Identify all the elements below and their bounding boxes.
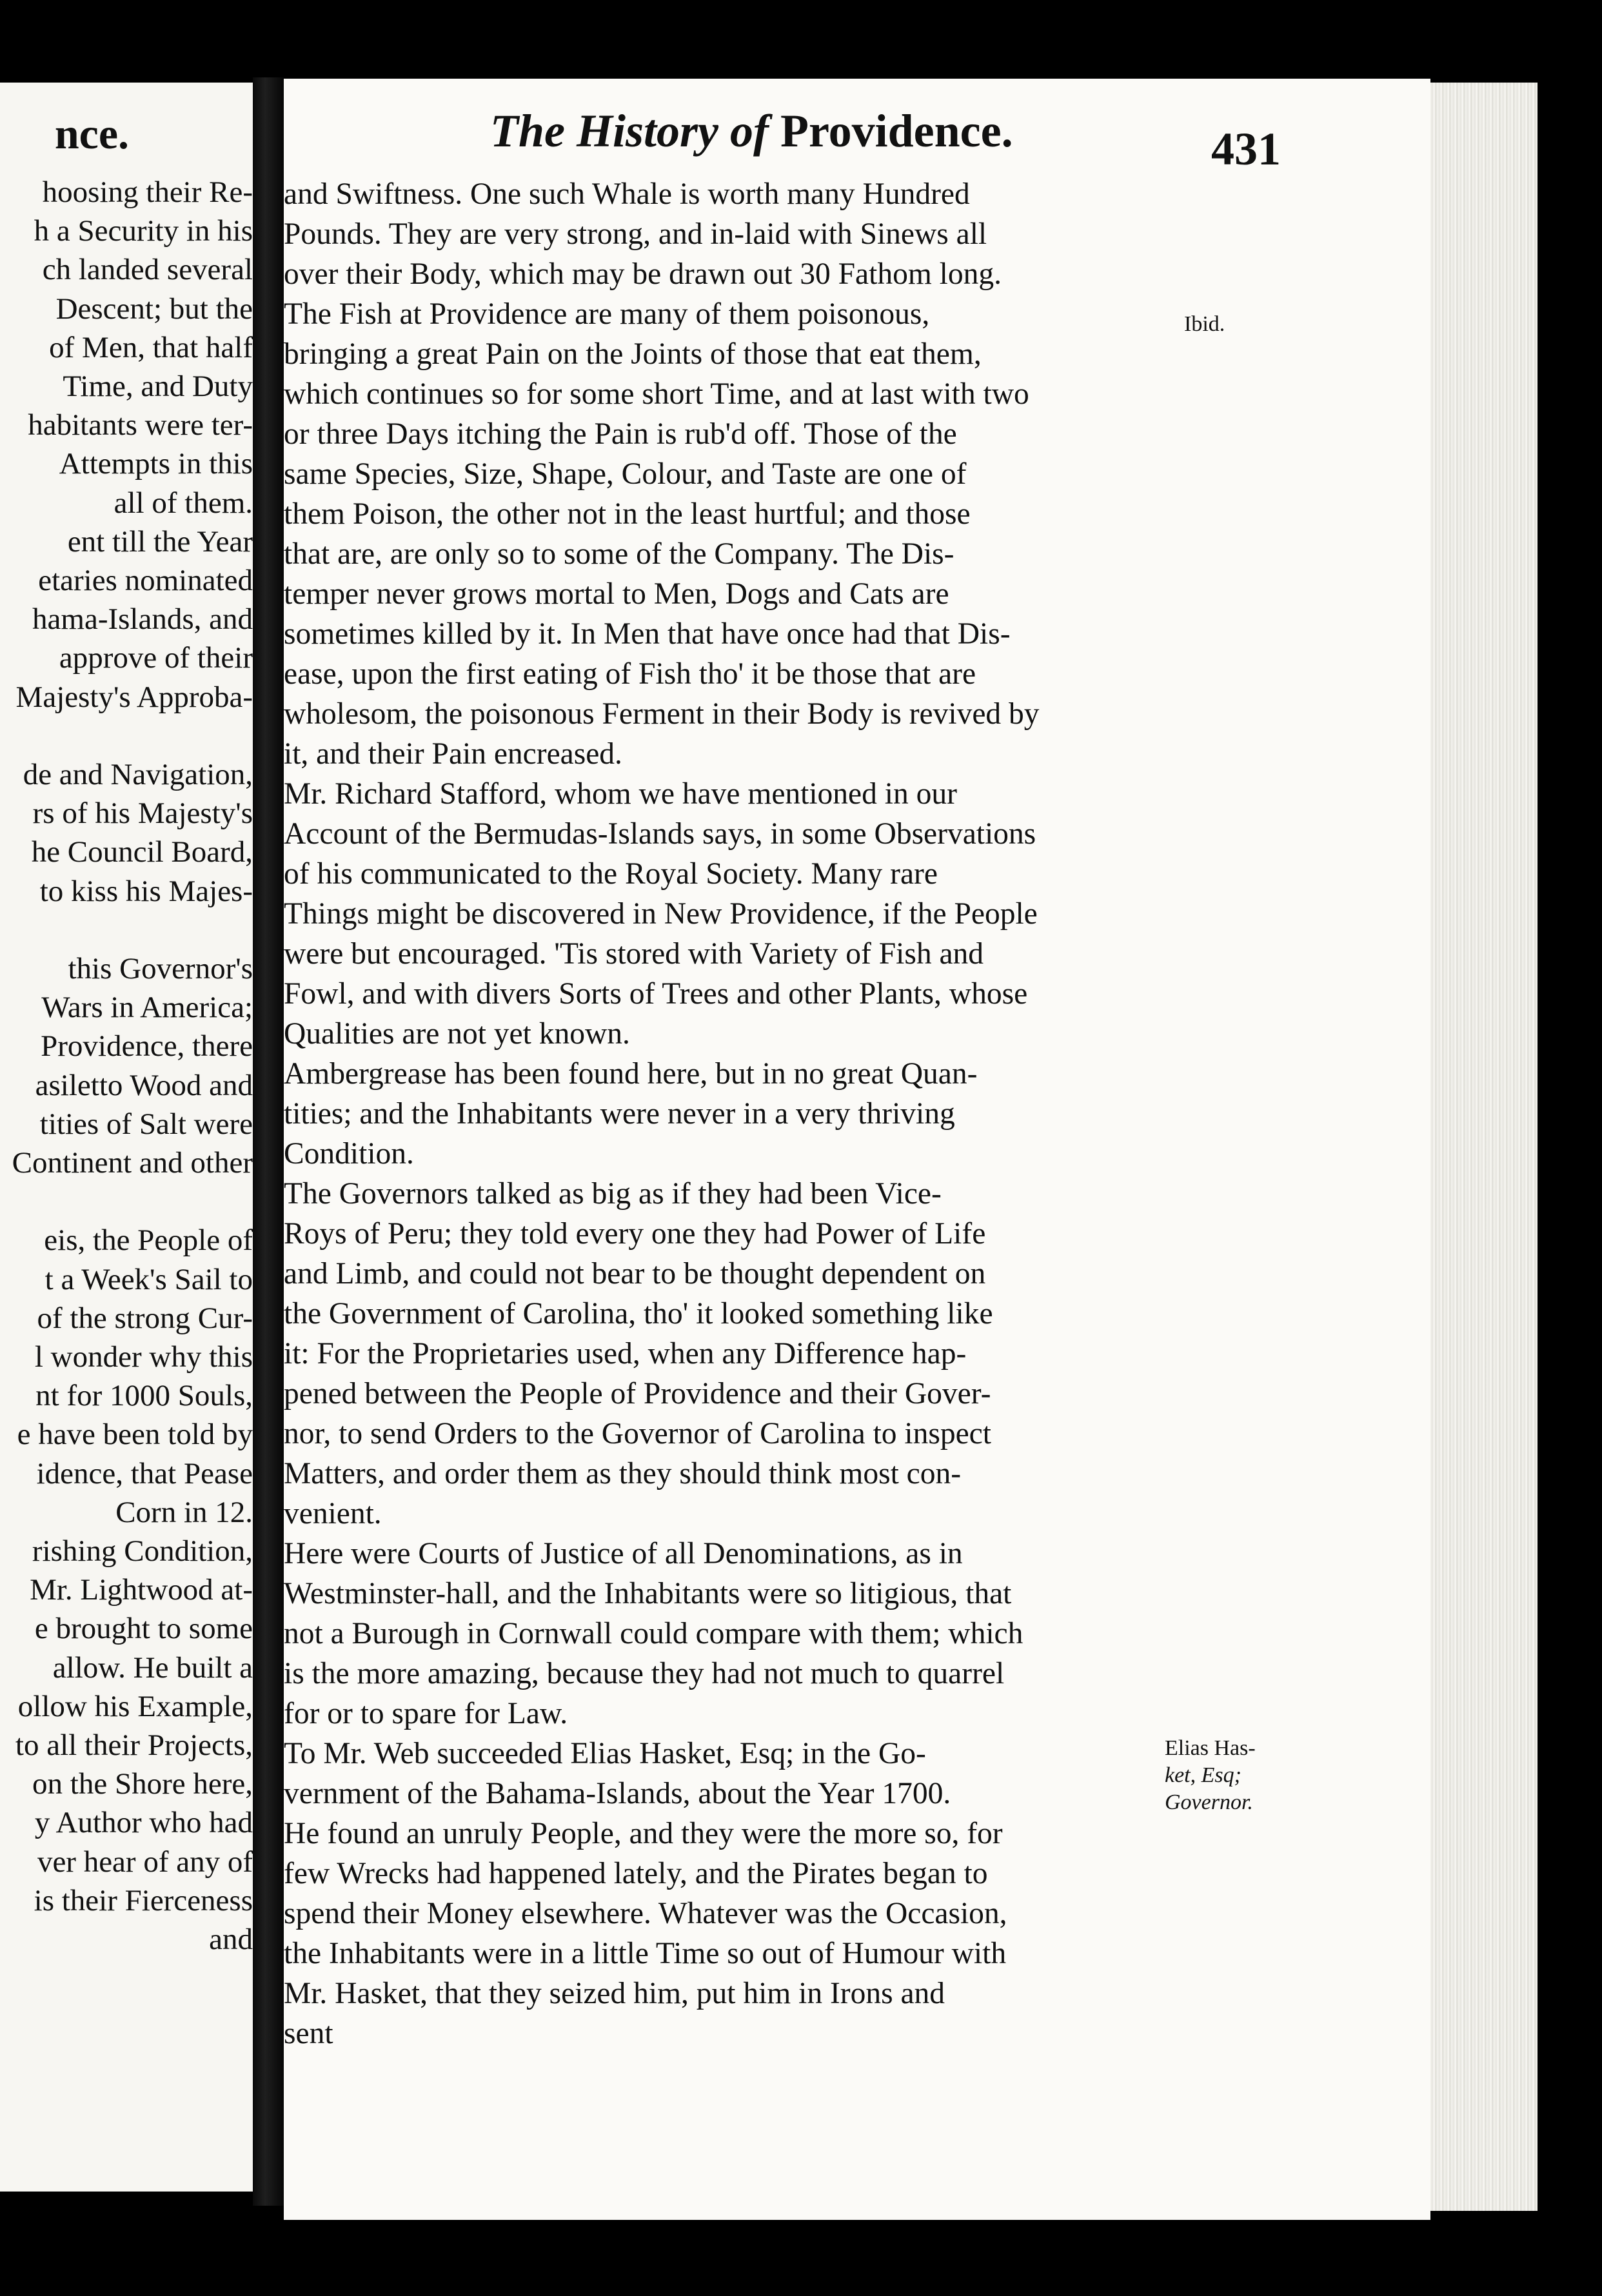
text-line: Condition. bbox=[284, 1137, 414, 1171]
text-line: them Poison, the other not in the least hurtful; and those bbox=[284, 497, 971, 531]
left-page-line: Continent and other bbox=[12, 1146, 253, 1180]
left-page-line: asiletto Wood and bbox=[35, 1068, 253, 1102]
text-line: Here were Courts of Justice of all Denominations, as in bbox=[284, 1537, 963, 1570]
left-page-line: habitants were ter- bbox=[28, 408, 253, 442]
left-page-line: rs of his Majesty's bbox=[32, 797, 253, 831]
text-line: spend their Money elsewhere. Whatever was the Occasion, bbox=[284, 1897, 1007, 1930]
margin-note-hasket-line1: Elias Has- bbox=[1165, 1736, 1256, 1760]
left-page-line: all of them. bbox=[114, 486, 253, 520]
text-line: nor, to send Orders to the Governor of Carolina to inspect bbox=[284, 1417, 991, 1450]
left-page-line: on the Shore here, bbox=[32, 1767, 253, 1801]
text-line: it, and their Pain encreased. bbox=[284, 737, 622, 771]
left-page-line: hama-Islands, and bbox=[32, 602, 253, 637]
left-page-line: y Author who had bbox=[34, 1806, 253, 1840]
left-page-line: allow. He built a bbox=[52, 1650, 253, 1685]
text-line: and Swiftness. One such Whale is worth many Hundred bbox=[284, 177, 970, 211]
text-line: Fowl, and with divers Sorts of Trees and other Plants, whose bbox=[284, 977, 1028, 1011]
text-line: temper never grows mortal to Men, Dogs and Cats are bbox=[284, 577, 949, 611]
text-line: is the more amazing, because they had not much to quarrel bbox=[284, 1657, 1005, 1690]
left-page-line: Mr. Lightwood at- bbox=[30, 1573, 253, 1607]
text-line: Mr. Richard Stafford, whom we have mentioned in our bbox=[284, 777, 957, 811]
left-page-line: de and Navigation, bbox=[23, 758, 253, 791]
margin-note-hasket-line2: ket, Esq; bbox=[1165, 1763, 1241, 1787]
left-page-line: eis, the People of bbox=[44, 1223, 253, 1258]
text-line: over their Body, which may be drawn out 30 Fathom long. bbox=[284, 257, 1002, 291]
text-line: sometimes killed by it. In Men that have once had that Dis- bbox=[284, 617, 1011, 651]
text-line: sent bbox=[284, 2017, 333, 2050]
left-page-line: ver hear of any of bbox=[37, 1845, 253, 1879]
book-gutter bbox=[253, 77, 284, 2206]
text-line: Pounds. They are very strong, and in-laid with Sinews all bbox=[284, 217, 987, 251]
text-line: pened between the People of Providence and their Gover- bbox=[284, 1377, 991, 1410]
left-page-line: he Council Board, bbox=[31, 835, 253, 869]
text-line: Roys of Peru; they told every one they had Power of Life bbox=[284, 1217, 986, 1251]
text-line: Mr. Hasket, that they seized him, put him in Irons and bbox=[284, 1977, 945, 2010]
left-page-line: ollow his Example, bbox=[17, 1689, 253, 1723]
text-line: Qualities are not yet known. bbox=[284, 1017, 630, 1051]
text-line: or three Days itching the Pain is rub'd off. Those of the bbox=[284, 417, 957, 451]
left-page-line: Descent; but the bbox=[55, 292, 253, 326]
running-head bbox=[490, 104, 1013, 158]
left-page-line: Time, and Duty bbox=[63, 370, 253, 403]
text-line: The Governors talked as big as if they had been Vice- bbox=[284, 1177, 942, 1211]
left-page-line: and bbox=[209, 1923, 253, 1956]
left-page-line: l wonder why this bbox=[34, 1340, 253, 1374]
left-page-line: etaries nominated bbox=[38, 564, 253, 597]
left-page-line: to kiss his Majes- bbox=[39, 874, 253, 908]
left-page-line: this Governor's bbox=[68, 952, 253, 985]
text-line: the Inhabitants were in a little Time so out of Humour with bbox=[284, 1937, 1007, 1970]
left-page-line: Providence, there bbox=[41, 1029, 253, 1064]
left-page-line: is their Fierceness bbox=[34, 1883, 253, 1917]
text-line: vernment of the Bahama-Islands, about the Year 1700. bbox=[284, 1777, 951, 1810]
left-page-line: Attempts in this bbox=[59, 447, 253, 481]
left-page-line: e brought to some bbox=[34, 1612, 253, 1646]
left-page-line: of the strong Cur- bbox=[37, 1301, 253, 1335]
text-line: ease, upon the first eating of Fish tho' it be those that are bbox=[284, 657, 976, 691]
text-line: Westminster-hall, and the Inhabitants were so litigious, that bbox=[284, 1577, 1012, 1610]
text-line: Account of the Bermudas-Islands says, in some Observations bbox=[284, 817, 1036, 851]
left-page-line: rishing Condition, bbox=[32, 1534, 253, 1568]
left-page bbox=[0, 83, 253, 2192]
text-line: the Government of Carolina, tho' it looked something like bbox=[284, 1297, 993, 1331]
text-line: of his communicated to the Royal Society. Many rare bbox=[284, 857, 938, 891]
left-page-line: ch landed several bbox=[42, 253, 253, 287]
text-line: The Fish at Providence are many of them poisonous, bbox=[284, 297, 930, 331]
page-number: 431 bbox=[1211, 123, 1281, 175]
text-line: it: For the Proprietaries used, when any Difference hap- bbox=[284, 1337, 967, 1371]
left-page-line: of Men, that half bbox=[49, 330, 253, 364]
text-line: that are, are only so to some of the Company. The Dis- bbox=[284, 537, 954, 571]
running-head-place: Providence. bbox=[780, 105, 1013, 157]
margin-note-hasket-line3: Governor. bbox=[1165, 1790, 1253, 1814]
left-running-head: nce. bbox=[54, 109, 129, 158]
margin-note-ibid: Ibid. bbox=[1184, 312, 1225, 336]
text-line: not a Burough in Cornwall could compare with them; which bbox=[284, 1617, 1024, 1650]
left-page-line: tities of Salt were bbox=[39, 1107, 253, 1141]
left-page-line: approve of their bbox=[59, 641, 253, 675]
left-page-line: Corn in 12. bbox=[115, 1495, 253, 1529]
text-line: bringing a great Pain on the Joints of those that eat them, bbox=[284, 337, 982, 371]
running-head-title: The History of bbox=[490, 105, 769, 157]
text-line: and Limb, and could not bear to be thought dependent on bbox=[284, 1257, 986, 1291]
left-page-line: e have been told by bbox=[17, 1418, 253, 1452]
left-page-line: hoosing their Re- bbox=[42, 175, 253, 209]
text-line: To Mr. Web succeeded Elias Hasket, Esq; in the Go- bbox=[284, 1737, 926, 1770]
left-page-line: h a Security in his bbox=[34, 214, 253, 248]
text-line: tities; and the Inhabitants were never in a very thriving bbox=[284, 1097, 955, 1131]
left-page-line: Wars in America; bbox=[41, 991, 253, 1025]
page-edges bbox=[1430, 83, 1538, 2211]
text-line: wholesom, the poisonous Ferment in their Body is revived by bbox=[284, 697, 1040, 731]
text-line: for or to spare for Law. bbox=[284, 1697, 568, 1730]
text-line: few Wrecks had happened lately, and the Pirates began to bbox=[284, 1857, 988, 1890]
left-page-line: Majesty's Approba- bbox=[15, 680, 253, 714]
text-line: Things might be discovered in New Providence, if the People bbox=[284, 897, 1038, 931]
text-line: were but encouraged. 'Tis stored with Variety of Fish and bbox=[284, 937, 984, 971]
left-page-line: idence, that Pease bbox=[36, 1456, 253, 1490]
text-line: Ambergrease has been found here, but in no great Quan- bbox=[284, 1057, 978, 1091]
text-line: same Species, Size, Shape, Colour, and Taste are one of bbox=[284, 457, 967, 491]
text-line: Matters, and order them as they should think most con- bbox=[284, 1457, 962, 1490]
left-page-line: t a Week's Sail to bbox=[44, 1262, 253, 1296]
left-page-line: ent till the Year bbox=[67, 524, 253, 559]
left-page-line: nt for 1000 Souls, bbox=[35, 1379, 253, 1413]
text-line: venient. bbox=[284, 1497, 382, 1530]
text-line: He found an unruly People, and they were the more so, for bbox=[284, 1817, 1003, 1850]
text-line: which continues so for some short Time, and at last with two bbox=[284, 377, 1029, 411]
left-page-line: to all their Projects, bbox=[15, 1728, 253, 1762]
